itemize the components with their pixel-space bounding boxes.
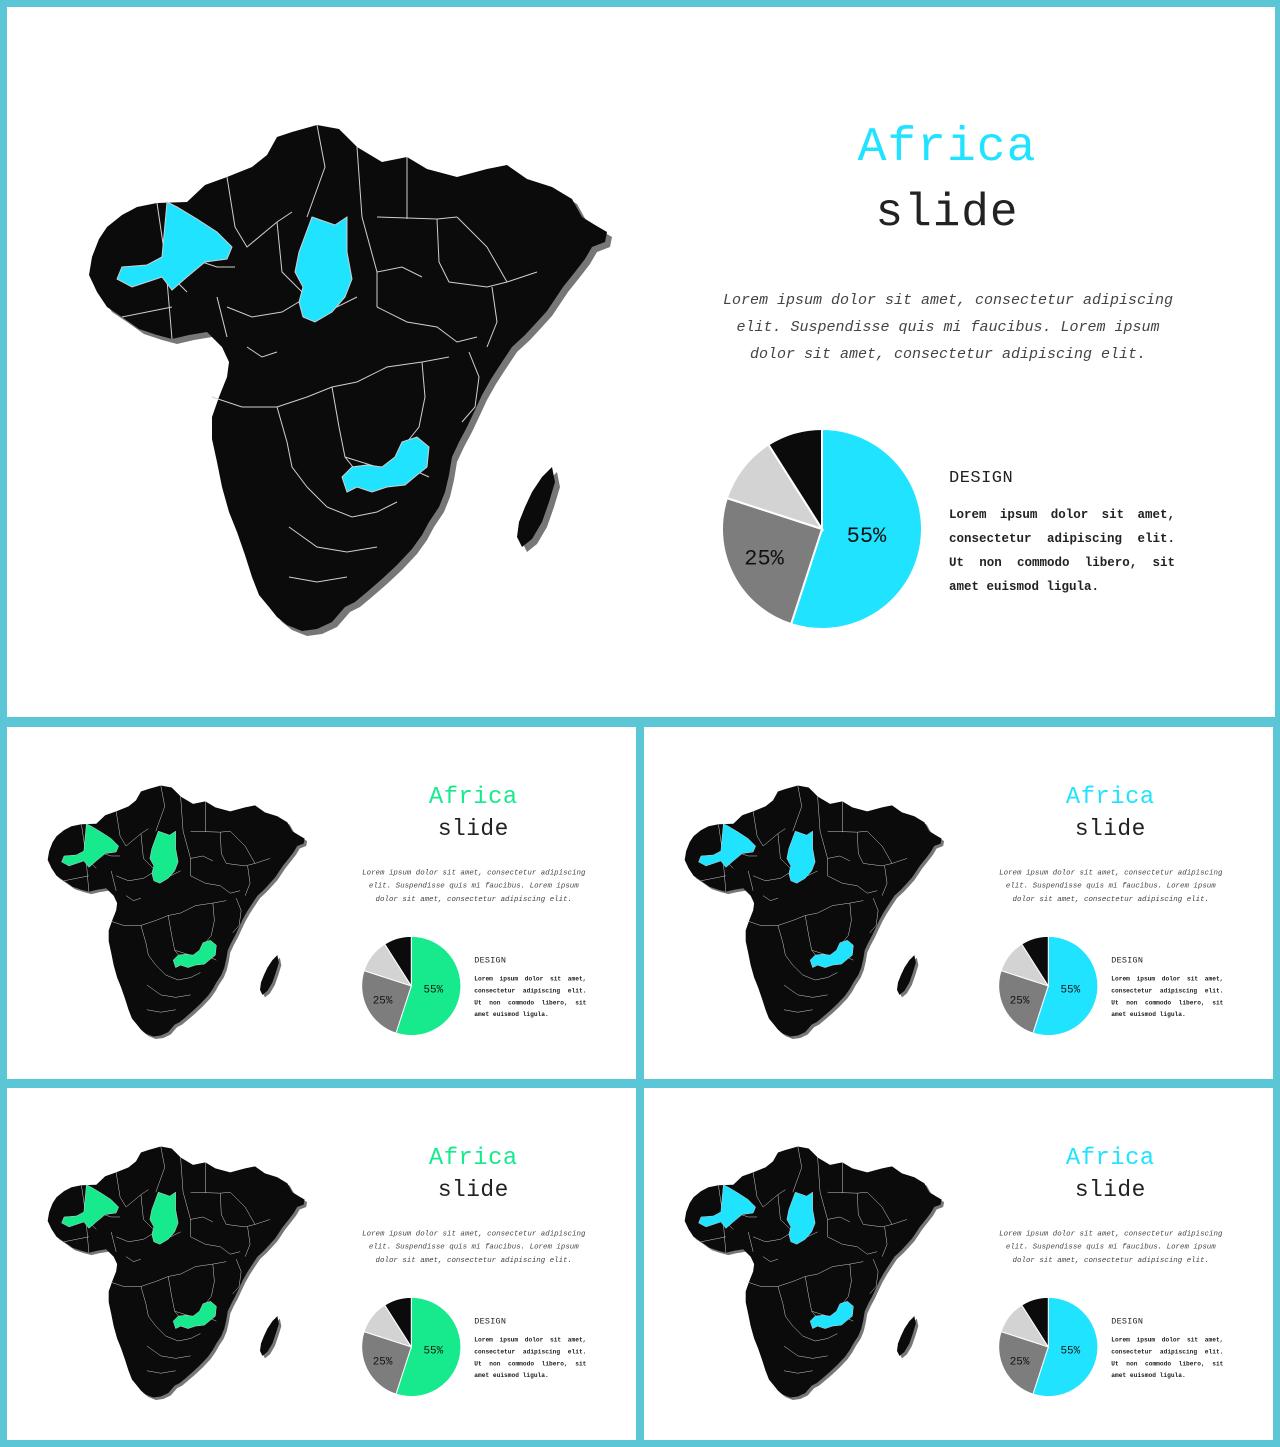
pie-label-1: 25%: [372, 995, 393, 1008]
design-text: Lorem ipsum dolor sit amet, consectetur adipiscing elit. Ut non commodo libero, sit amet euismod ligula.: [1111, 1336, 1224, 1380]
slide-title-slide: slide: [437, 1177, 509, 1204]
design-text: Lorem ipsum dolor sit amet, consectetur adipiscing elit. Ut non commodo libero, sit amet euismod ligula.: [1111, 975, 1224, 1019]
pie-label-0: 55%: [1060, 1345, 1081, 1358]
slide-description: Lorem ipsum dolor sit amet, consectetur adipiscing elit. Suspendisse quis mi faucibus. Lorem ipsum dolor sit amet, consectetur adipiscing elit.: [362, 1229, 586, 1265]
slide-title-africa: Africa: [1065, 1144, 1155, 1172]
slide-title-africa: Africa: [428, 1144, 518, 1172]
africa-continent-shape: [685, 1147, 942, 1398]
pie-chart: [707, 414, 937, 644]
africa-map: [77, 107, 637, 647]
africa-map: [42, 1138, 320, 1406]
slide-description: Lorem ipsum dolor sit amet, consectetur adipiscing elit. Suspendisse quis mi faucibus. Lorem ipsum dolor sit amet, consectetur adipiscing elit.: [362, 868, 586, 904]
design-heading: DESIGN: [1111, 1317, 1144, 1327]
slide-description: Lorem ipsum dolor sit amet, consectetur adipiscing elit. Suspendisse quis mi faucibus. Lorem ipsum dolor sit amet, consectetur adipiscing elit.: [999, 1229, 1223, 1265]
africa-continent-shape: [48, 786, 305, 1037]
slide-thumb-4[interactable]: [644, 1088, 1273, 1440]
slide-main[interactable]: [7, 7, 1275, 717]
slide-thumb-3[interactable]: [7, 1088, 636, 1440]
pie-chart: [991, 929, 1105, 1043]
slide-title-slide: slide: [437, 816, 509, 843]
slide-title-africa: Africa: [1065, 783, 1155, 811]
design-text: Lorem ipsum dolor sit amet, consectetur adipiscing elit. Ut non commodo libero, sit amet euismod ligula.: [949, 508, 1175, 594]
africa-continent-shape: [48, 1147, 305, 1398]
africa-map: [679, 777, 957, 1045]
africa-map: [679, 1138, 957, 1406]
slide-title-africa: Africa: [857, 121, 1037, 175]
pie-label-0: 55%: [423, 1345, 444, 1358]
pie-label-1: 25%: [1009, 1356, 1030, 1369]
slide-title-africa: Africa: [428, 783, 518, 811]
slide-description: Lorem ipsum dolor sit amet, consectetur adipiscing elit. Suspendisse quis mi faucibus. Lorem ipsum dolor sit amet, consectetur adipiscing elit.: [999, 868, 1223, 904]
slide-title-slide: slide: [875, 187, 1019, 239]
slide-title-slide: slide: [1074, 816, 1146, 843]
pie-label-0: 55%: [1060, 984, 1081, 997]
slide-thumb-2[interactable]: [644, 727, 1273, 1079]
slide-title-slide: slide: [1074, 1177, 1146, 1204]
design-heading: DESIGN: [1111, 956, 1144, 966]
pie-label-1: 25%: [372, 1356, 393, 1369]
pie-label-0: 55%: [846, 524, 887, 550]
africa-map: [42, 777, 320, 1045]
pie-label-1: 25%: [1009, 995, 1030, 1008]
africa-continent-shape: [89, 125, 607, 631]
slide-description: Lorem ipsum dolor sit amet, consectetur adipiscing elit. Suspendisse quis mi faucibus. Lorem ipsum dolor sit amet, consectetur adipiscing elit.: [722, 292, 1174, 363]
design-text: Lorem ipsum dolor sit amet, consectetur adipiscing elit. Ut non commodo libero, sit amet euismod ligula.: [474, 1336, 587, 1380]
africa-continent-shape: [685, 786, 942, 1037]
slide-thumb-1[interactable]: [7, 727, 636, 1079]
design-text: Lorem ipsum dolor sit amet, consectetur adipiscing elit. Ut non commodo libero, sit amet euismod ligula.: [474, 975, 587, 1019]
pie-label-1: 25%: [744, 546, 784, 572]
pie-chart: [991, 1290, 1105, 1404]
design-heading: DESIGN: [474, 956, 507, 966]
design-heading: DESIGN: [949, 469, 1014, 488]
pie-label-0: 55%: [423, 984, 444, 997]
pie-chart: [354, 929, 468, 1043]
pie-chart: [354, 1290, 468, 1404]
design-heading: DESIGN: [474, 1317, 507, 1327]
